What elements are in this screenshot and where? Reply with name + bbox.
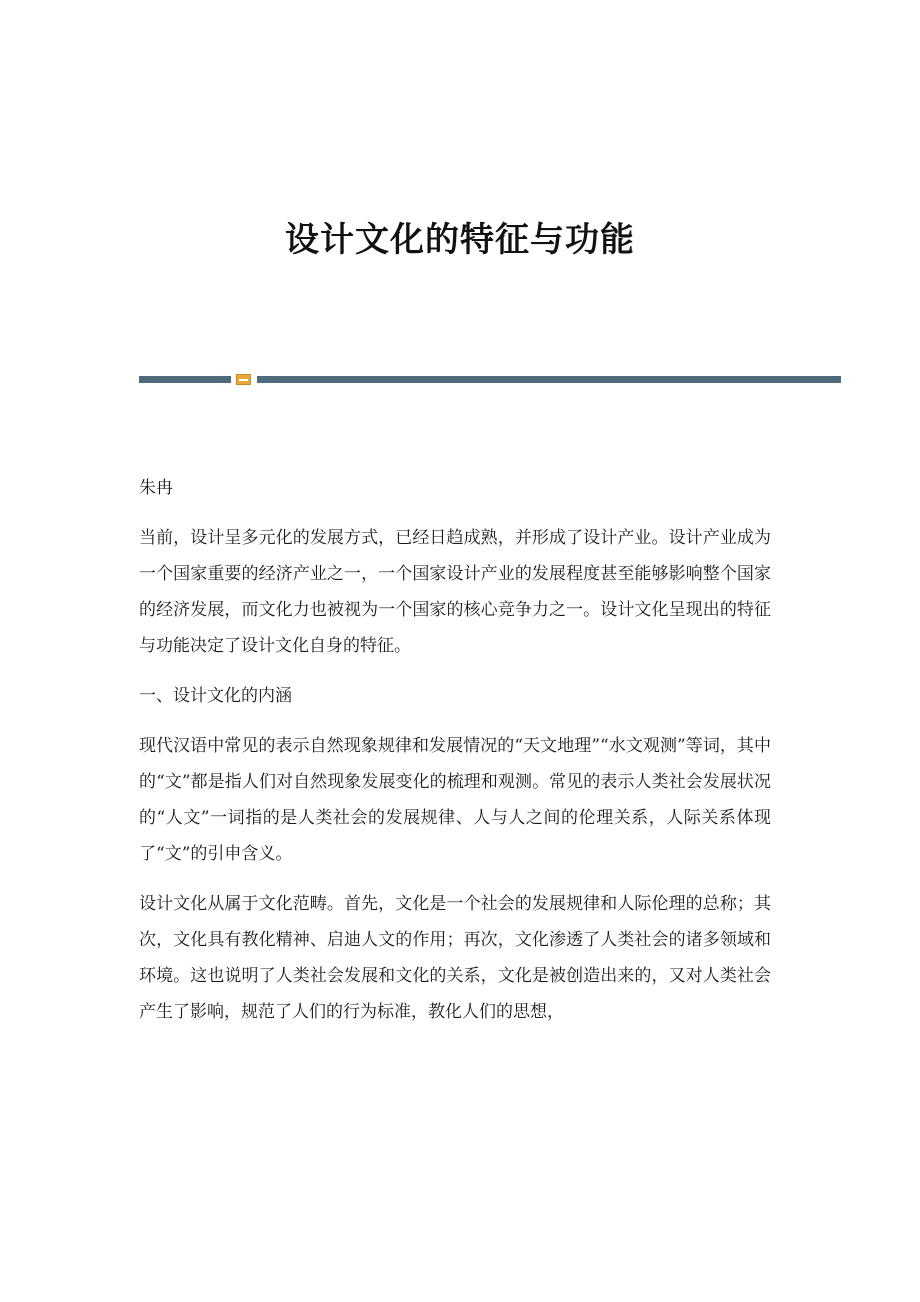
paragraph-meaning: 现代汉语中常见的表示自然现象规律和发展情况的“天文地理”“水文观测”等词，其中的“文”都是指人们对自然现象发展变化的梳理和观测。常见的表示人类社会发展状况的“人文”一词指的是人类社会的发展规律、人与人之间的伦理关系，人际关系体现了“文”的引申含义。 [139, 736, 771, 864]
document-body [139, 470, 771, 1044]
section-heading: 一、设计文化的内涵 [139, 686, 292, 706]
divider-bar-right [257, 376, 841, 383]
paragraph-intro: 当前，设计呈多元化的发展方式，已经日趋成熟，并形成了设计产业。设计产业成为一个国家重要的经济产业之一，一个国家设计产业的发展程度甚至能够影响整个国家的经济发展，而文化力也被视为一个国家的核心竞争力之一。设计文化呈现出的特征与功能决定了设计文化自身的特征。 [139, 528, 771, 656]
paragraph-culture: 设计文化从属于文化范畴。首先，文化是一个社会的发展规律和人际伦理的总称；其次，文化具有教化精神、启迪人文的作用；再次，文化渗透了人类社会的诸多领域和环境。这也说明了人类社会发展和文化的关系，文化是被创造出来的，又对人类社会产生了影响，规范了人们的行为标准，教化人们的思想， [139, 894, 771, 1022]
divider-ornament-icon [236, 374, 251, 385]
author-name: 朱冉 [139, 478, 173, 498]
divider-bar-left [139, 376, 231, 383]
title-divider [139, 374, 841, 384]
document-title: 设计文化的特征与功能 [285, 220, 635, 260]
